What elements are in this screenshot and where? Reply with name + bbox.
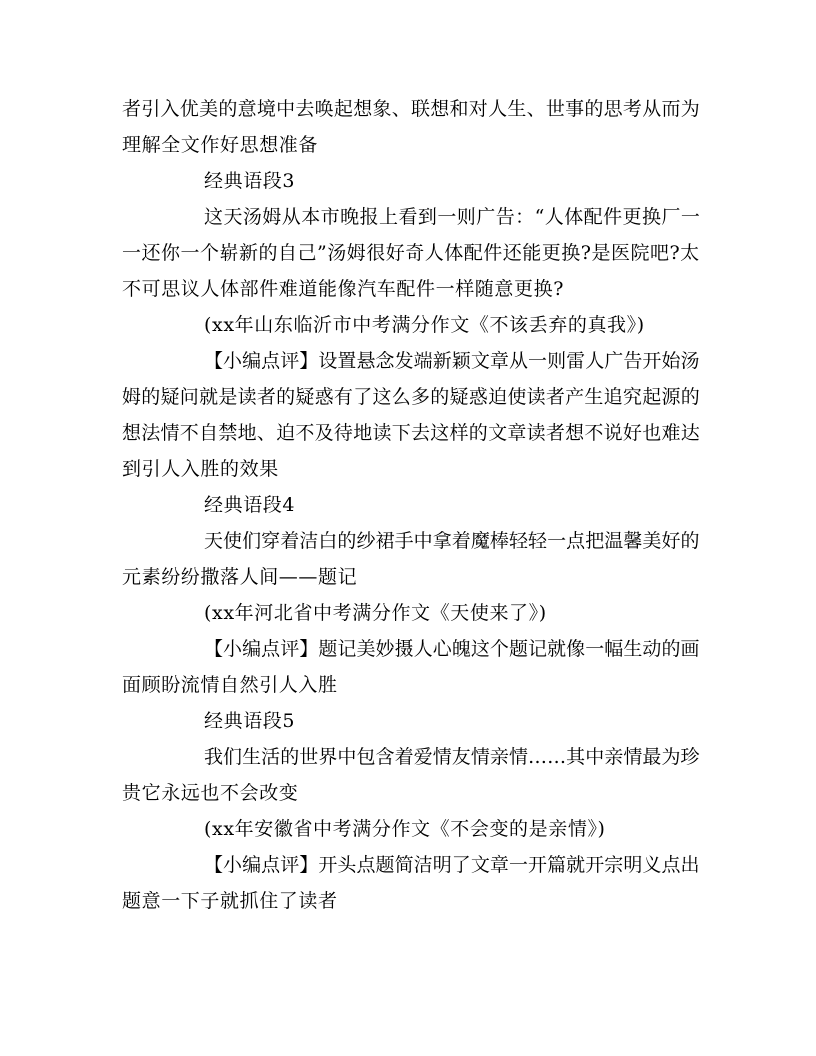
editor-comment: 【小编点评】开头点题简洁明了文章一开篇就开宗明义点出 (204, 854, 700, 876)
section-heading: 经典语段4 (204, 494, 296, 516)
source-citation: (xx年山东临沂市中考满分作文《不该丢弃的真我》) (204, 314, 645, 336)
section-heading: 经典语段5 (204, 710, 296, 732)
text-line: 姆的疑问就是读者的疑惑有了这么多的疑惑迫使读者产生追究起源的 (122, 386, 701, 408)
text-line: 到引人入胜的效果 (122, 458, 279, 480)
text-line: 面顾盼流情自然引人入胜 (122, 674, 338, 696)
text-line: 题意一下子就抓住了读者 (122, 890, 338, 912)
editor-comment: 【小编点评】题记美妙摄人心魄这个题记就像一幅生动的画 (204, 638, 700, 660)
text-line: 想法情不自禁地、迫不及待地读下去这样的文章读者想不说好也难达 (122, 422, 701, 444)
text-line: 我们生活的世界中包含着爱情友情亲情……其中亲情最为珍 (204, 746, 700, 768)
source-citation: (xx年河北省中考满分作文《天使来了》) (204, 602, 547, 624)
text-line: 理解全文作好思想准备 (122, 134, 319, 156)
text-line: 贵它永远也不会改变 (122, 782, 299, 804)
text-line: 这天汤姆从本市晚报上看到一则广告：“人体配件更换厂一 (204, 206, 701, 228)
text-line: 一还你一个崭新的自己”汤姆很好奇人体配件还能更换?是医院吧?太 (122, 242, 700, 264)
source-citation: (xx年安徽省中考满分作文《不会变的是亲情》) (204, 818, 606, 840)
section-heading: 经典语段3 (204, 170, 296, 192)
text-line: 不可思议人体部件难道能像汽车配件一样随意更换? (122, 278, 564, 300)
text-line: 元素纷纷撒落人间——题记 (122, 566, 358, 588)
text-line: 天使们穿着洁白的纱裙手中拿着魔棒轻轻一点把温馨美好的 (204, 530, 700, 552)
text-line: 者引入优美的意境中去唤起想象、联想和对人生、世事的思考从而为 (122, 98, 701, 120)
editor-comment: 【小编点评】设置悬念发端新颖文章从一则雷人广告开始汤 (204, 350, 700, 372)
